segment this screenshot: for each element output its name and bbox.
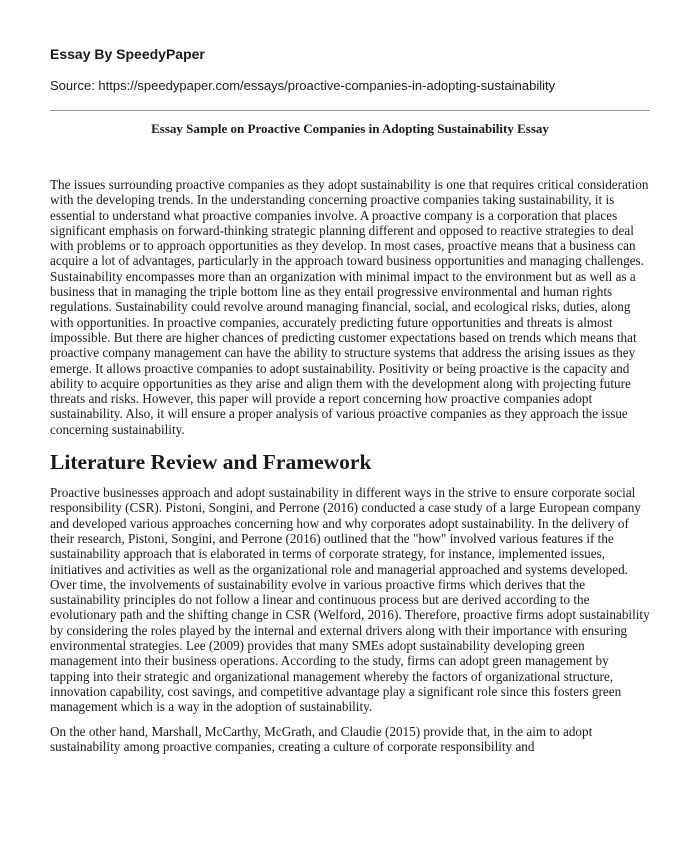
source-line: Source: https://speedypaper.com/essays/proactive-companies-in-adopting-sustainability	[50, 78, 556, 93]
essay-title: Essay Sample on Proactive Companies in Adopting Sustainability Essay	[151, 121, 549, 136]
section-heading: Literature Review and Framework	[50, 450, 372, 475]
header-divider	[50, 110, 650, 111]
literature-paragraph: Proactive businesses approach and adopt sustainability in different ways in the strive to ensure corporate social responsibility (CSR). Pistoni, Songini, and Perrone (2016) conducted a case study of a large European company and developed various approaches concerning how and why corporates adopt sustainability. In the delivery of their research, Pistoni, Songini, and Perrone (2016) outlined that the "how" involved various features if the sustainability approach that is elaborated in terms of corporate strategy, for instance, implemented issues, initiatives and activities as well as the organizational role and managerial approached and systems developed. Over time, the involvements of sustainability evolve in various proactive firms which derives that the sustainability principles do not follow a linear and continuous process but are derived according to the evolutionary path and the shifting change in CSR (Welford, 2016). Therefore, proactive firms adopt sustainability by considering the roles played by the internal and external drivers along with their importance with ensuring environmental strategies. Lee (2009) provides that many SMEs adopt sustainability developing green management into their business operations. According to the study, firms can adopt green management by tapping into their strategic and organizational management whereby the factors of organizational structure, innovation capability, cost savings, and competitive advantage play a significant role since this fosters green management which is a way in the adoption of sustainability.	[50, 485, 650, 715]
intro-paragraph: The issues surrounding proactive companies as they adopt sustainability is one that requires critical consideration with the developing trends. In the understanding concerning proactive companies taking sustainability, it is essential to understand what proactive companies involve. A proactive company is a corporation that places significant emphasis on forward-thinking strategic planning different and opposed to reactive strategies to deal with problems or to approach opportunities as they develop. In most cases, proactive means that a business can acquire a lot of advantages, particularly in the approach toward business opportunities and managing challenges. Sustainability encompasses more than an organization with minimal impact to the environment but as well as a business that in managing the triple bottom line as they entail progressive environmental and human rights regulations. Sustainability could revolve around managing financial, social, and ecological risks, duties, along with opportunities. In proactive companies, accurately predicting future opportunities and threats is almost impossible. But there are higher chances of predicting customer expectations based on trends which means that proactive company management can have the ability to structure systems that address the arising issues as they emerge. It allows proactive companies to adopt sustainability. Positivity or being proactive is the capacity and ability to acquire opportunities as they arise and align them with the development along with projecting future threats and risks. However, this paper will provide a report concerning how proactive companies adopt sustainability. Also, it will ensure a proper analysis of various proactive companies as they approach the issue concerning sustainability.	[50, 177, 649, 437]
continuation-paragraph: On the other hand, Marshall, McCarthy, McGrath, and Claudie (2015) provide that, in the aim to adopt sustainability among proactive companies, creating a culture of corporate responsibility and	[50, 723, 593, 754]
brand-title: Essay By SpeedyPaper	[50, 46, 205, 62]
